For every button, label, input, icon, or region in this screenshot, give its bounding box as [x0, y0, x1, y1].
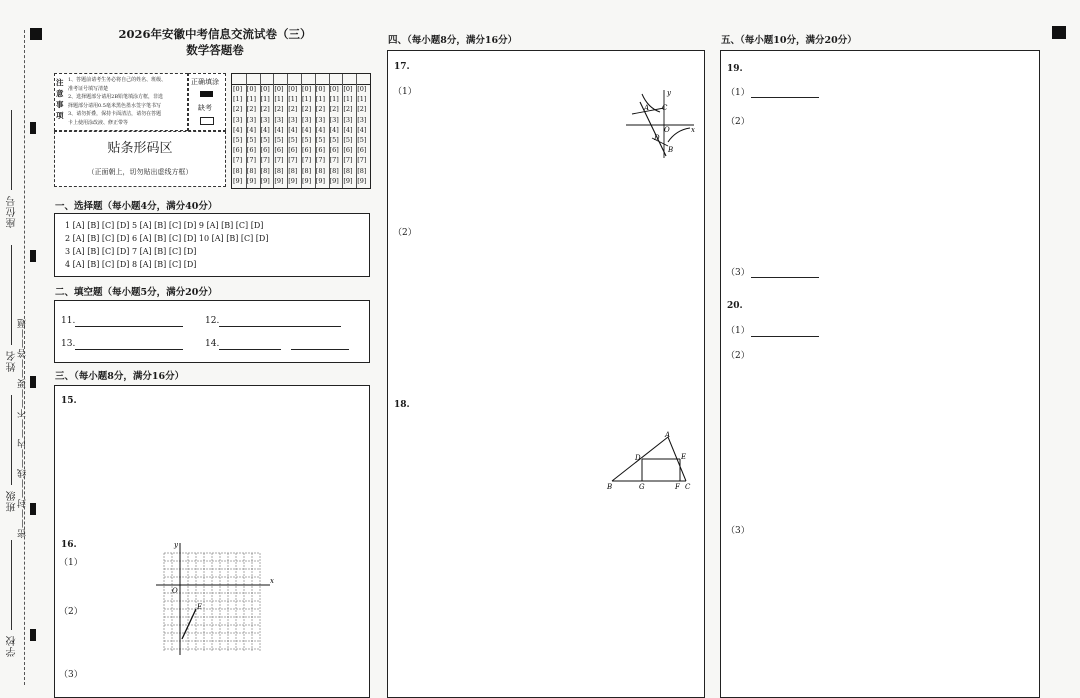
fill-blank-box — [54, 300, 370, 363]
q16-part3: （3） — [59, 670, 83, 680]
digit-bubble[interactable]: [0] — [315, 85, 326, 93]
q16-label: 16. — [61, 540, 77, 550]
digit-bubble[interactable]: [6] — [246, 146, 257, 155]
q19-part3-line[interactable] — [751, 277, 819, 278]
digit-bubble[interactable]: [4] — [315, 125, 326, 134]
fig17-y: y — [667, 89, 671, 97]
digit-bubble[interactable]: [1] — [357, 95, 367, 104]
digit-bubble[interactable]: [2] — [343, 105, 353, 114]
digit-bubble[interactable]: [2] — [329, 105, 339, 114]
seat-label: 座位号 — [7, 195, 18, 228]
digit-bubble[interactable]: [6] — [329, 146, 339, 155]
q12-label: 12. — [205, 316, 220, 326]
digit-bubble[interactable]: [4] — [246, 125, 257, 134]
exam-subtitle: 数学答题卷 — [186, 43, 244, 57]
notice-line: 卡上使用涂改液、修正带等 — [68, 119, 129, 126]
digit-bubble[interactable]: [9] — [233, 176, 243, 185]
choice-box — [54, 213, 370, 277]
barcode-label: 贴条形码区 — [107, 141, 173, 156]
q17-label: 17. — [394, 62, 410, 72]
notice-line: 1、答题前请考生务必将自己的姓名、班级、 — [68, 77, 167, 83]
digit-bubble[interactable]: [9] — [274, 176, 284, 185]
side-marker — [30, 629, 36, 641]
q19-part2: （2） — [726, 117, 750, 127]
fig17-x: x — [691, 126, 695, 134]
digit-bubble[interactable]: [1] — [260, 95, 270, 104]
digit-bubble[interactable]: [0] — [274, 85, 284, 93]
section2-heading: 二、填空题（每小题5分，满分20分） — [55, 287, 218, 298]
school-label: 学校 — [7, 635, 18, 657]
digit-bubble[interactable]: [3] — [260, 115, 270, 124]
digit-bubble[interactable]: [7] — [343, 156, 353, 165]
digit-bubble[interactable]: [0] — [246, 85, 257, 93]
digit-bubble[interactable]: [8] — [274, 166, 284, 175]
digit-bubble[interactable]: [3] — [357, 115, 367, 124]
digit-bubble[interactable]: [1] — [315, 95, 326, 104]
q18-label: 18. — [394, 400, 410, 410]
q20-part1-line[interactable] — [751, 336, 819, 337]
q19-box[interactable] — [720, 50, 1040, 292]
exam-number-column — [315, 74, 330, 188]
seat-field[interactable] — [11, 110, 12, 190]
q18-box[interactable] — [387, 385, 705, 698]
digit-bubble[interactable]: [0] — [329, 85, 339, 93]
exam-number-column — [329, 74, 344, 188]
fig18-e: E — [681, 453, 687, 461]
barcode-area — [54, 131, 226, 187]
q20-part2: （2） — [726, 351, 750, 361]
q15-box[interactable] — [54, 385, 370, 529]
q15-label: 15. — [61, 396, 77, 406]
choice-row[interactable]: 4 [A] [B] [C] [D] 8 [A] [B] [C] [D] — [65, 260, 197, 269]
exam-number-grid[interactable] — [231, 73, 371, 189]
absent-checkbox[interactable] — [200, 117, 214, 125]
section4-heading: 四、（每小题8分，满分16分） — [388, 35, 518, 46]
digit-bubble[interactable]: [4] — [302, 125, 312, 134]
digit-bubble[interactable]: [5] — [274, 136, 284, 144]
digit-bubble[interactable]: [3] — [246, 115, 257, 124]
digit-bubble[interactable]: [5] — [233, 136, 243, 144]
digit-bubble[interactable]: [0] — [357, 85, 367, 93]
exam-number-column — [232, 74, 247, 188]
name-field[interactable] — [11, 245, 12, 345]
class-label: 班级 — [7, 490, 18, 512]
digit-bubble[interactable]: [9] — [246, 176, 257, 185]
digit-bubble[interactable]: [5] — [246, 136, 257, 144]
digit-bubble[interactable]: [2] — [302, 105, 312, 114]
digit-bubble[interactable]: [9] — [302, 176, 312, 185]
corner-marker — [30, 28, 42, 40]
digit-bubble[interactable]: [8] — [343, 166, 353, 175]
digit-bubble[interactable]: [8] — [260, 166, 270, 175]
fig18-c: C — [685, 483, 691, 491]
digit-bubble[interactable]: [6] — [274, 146, 284, 155]
notice-label: 注意事项 — [56, 78, 64, 120]
choice-row[interactable]: 3 [A] [B] [C] [D] 7 [A] [B] [C] [D] — [65, 247, 197, 256]
digit-bubble[interactable]: [6] — [343, 146, 353, 155]
digit-bubble[interactable]: [9] — [329, 176, 339, 185]
digit-bubble[interactable]: [6] — [288, 146, 298, 155]
exam-number-column — [287, 74, 302, 188]
digit-bubble[interactable]: [8] — [357, 166, 367, 175]
q14-answer-line-1[interactable] — [219, 349, 281, 350]
digit-bubble[interactable]: [9] — [357, 176, 367, 185]
section3-heading: 三、（每小题8分，满分16分） — [55, 371, 185, 382]
fig17-d: D — [654, 134, 660, 142]
digit-bubble[interactable]: [0] — [260, 85, 270, 93]
fill-legend — [188, 73, 226, 131]
digit-bubble[interactable]: [3] — [233, 115, 243, 124]
digit-bubble[interactable]: [2] — [315, 105, 326, 114]
digit-bubble[interactable]: [6] — [357, 146, 367, 155]
q19-part3: （3） — [726, 268, 750, 278]
correct-fill-sample — [200, 91, 213, 97]
q20-box[interactable] — [720, 290, 1040, 698]
digit-bubble[interactable]: [9] — [343, 176, 353, 185]
digit-bubble[interactable]: [3] — [288, 115, 298, 124]
digit-bubble[interactable]: [8] — [233, 166, 243, 175]
q17-part2: （2） — [393, 228, 417, 238]
digit-bubble[interactable]: [4] — [260, 125, 270, 134]
digit-bubble[interactable]: [5] — [260, 136, 270, 144]
q13-answer-line[interactable] — [75, 349, 183, 350]
q17-part1: （1） — [393, 87, 417, 97]
digit-bubble[interactable]: [6] — [315, 146, 326, 155]
notice-line: 3、请勿折叠，保持卡面清洁，请勿在答题 — [68, 111, 162, 117]
digit-bubble[interactable]: [1] — [329, 95, 339, 104]
q17-box[interactable] — [387, 50, 705, 387]
digit-bubble[interactable]: [3] — [315, 115, 326, 124]
digit-bubble[interactable]: [2] — [274, 105, 284, 114]
digit-bubble[interactable]: [0] — [302, 85, 312, 93]
notice-line: 2、选择题部分请用2B铅笔填涂方框，非选 — [68, 94, 164, 100]
digit-bubble[interactable]: [7] — [246, 156, 257, 165]
choice-row[interactable]: 2 [A] [B] [C] [D] 6 [A] [B] [C] [D] 10 [A] [B] [C] [D] — [65, 234, 269, 243]
digit-bubble[interactable]: [6] — [233, 146, 243, 155]
q20-part3: （3） — [726, 526, 750, 536]
digit-bubble[interactable]: [7] — [302, 156, 312, 165]
digit-bubble[interactable]: [9] — [260, 176, 270, 185]
digit-bubble[interactable]: [8] — [246, 166, 257, 175]
digit-bubble[interactable]: [1] — [246, 95, 257, 104]
digit-bubble[interactable]: [6] — [302, 146, 312, 155]
section5-heading: 五、（每小题10分，满分20分） — [721, 35, 857, 46]
digit-bubble[interactable]: [9] — [288, 176, 298, 185]
fig17-c: C — [662, 104, 668, 112]
q16-box[interactable] — [54, 527, 370, 698]
digit-bubble[interactable]: [3] — [329, 115, 339, 124]
exam-number-column — [273, 74, 288, 188]
corner-marker — [1052, 26, 1066, 39]
q17-figure — [624, 86, 698, 164]
q19-part1-line[interactable] — [751, 97, 819, 98]
section1-heading: 一、选择题（每小题4分，满分40分） — [55, 201, 218, 212]
exam-number-column — [246, 74, 261, 188]
digit-bubble[interactable]: [0] — [288, 85, 298, 93]
exam-number-column — [301, 74, 316, 188]
fig16-x: x — [270, 577, 274, 585]
q18-figure — [606, 431, 696, 493]
digit-bubble[interactable]: [5] — [302, 136, 312, 144]
fig18-f: F — [675, 483, 680, 491]
q20-part1: （1） — [726, 326, 750, 336]
digit-bubble[interactable]: [4] — [233, 125, 243, 134]
digit-bubble[interactable]: [4] — [357, 125, 367, 134]
digit-bubble[interactable]: [4] — [274, 125, 284, 134]
fig17-a: A — [644, 104, 650, 112]
fig18-a: A — [665, 431, 671, 439]
digit-bubble[interactable]: [5] — [288, 136, 298, 144]
fig16-o: O — [172, 587, 178, 595]
side-marker — [30, 250, 36, 262]
digit-bubble[interactable]: [0] — [233, 85, 243, 93]
digit-bubble[interactable]: [9] — [315, 176, 326, 185]
digit-bubble[interactable]: [7] — [274, 156, 284, 165]
seal-text: 密——封——线——内——不——要——答——题 — [18, 318, 28, 538]
digit-bubble[interactable]: [2] — [233, 105, 243, 114]
q11-label: 11. — [61, 316, 76, 326]
exam-number-column — [260, 74, 275, 188]
correct-fill-label: 正确填涂 — [191, 78, 219, 86]
side-marker — [30, 503, 36, 515]
fig18-b: B — [607, 483, 613, 491]
q13-label: 13. — [61, 339, 76, 349]
digit-bubble[interactable]: [8] — [288, 166, 298, 175]
q11-answer-line[interactable] — [75, 326, 183, 327]
digit-bubble[interactable]: [1] — [233, 95, 243, 104]
digit-bubble[interactable]: [2] — [246, 105, 257, 114]
digit-bubble[interactable]: [3] — [343, 115, 353, 124]
fig18-g: G — [639, 483, 645, 491]
side-marker — [30, 122, 36, 134]
digit-bubble[interactable]: [2] — [260, 105, 270, 114]
digit-bubble[interactable]: [7] — [260, 156, 270, 165]
q16-grid-figure — [150, 539, 280, 657]
digit-bubble[interactable]: [5] — [329, 136, 339, 144]
absent-label: 缺考 — [198, 104, 212, 112]
digit-bubble[interactable]: [1] — [343, 95, 353, 104]
digit-bubble[interactable]: [5] — [357, 136, 367, 144]
class-field[interactable] — [11, 395, 12, 485]
digit-bubble[interactable]: [7] — [329, 156, 339, 165]
digit-bubble[interactable]: [1] — [302, 95, 312, 104]
digit-bubble[interactable]: [4] — [329, 125, 339, 134]
name-label: 姓名 — [7, 350, 18, 372]
barcode-hint: （正面朝上，切勿贴出虚线方框） — [87, 168, 193, 176]
q16-part1: （1） — [59, 558, 83, 568]
fig16-e: E — [197, 603, 203, 611]
digit-bubble[interactable]: [1] — [288, 95, 298, 104]
notice-line: 准考证号填写清楚 — [68, 85, 109, 92]
digit-bubble[interactable]: [8] — [302, 166, 312, 175]
digit-bubble[interactable]: [7] — [288, 156, 298, 165]
fig18-d: D — [635, 454, 641, 462]
digit-bubble[interactable]: [0] — [343, 85, 353, 93]
digit-bubble[interactable]: [8] — [315, 166, 326, 175]
notice-line: 择题部分请用0.5毫米黑色墨水签字笔书写 — [68, 102, 161, 109]
digit-bubble[interactable]: [3] — [302, 115, 312, 124]
school-field[interactable] — [11, 540, 12, 630]
exam-number-column — [356, 74, 370, 188]
digit-bubble[interactable]: [6] — [260, 146, 270, 155]
q19-label: 19. — [727, 64, 743, 74]
digit-bubble[interactable]: [7] — [315, 156, 326, 165]
q14-label: 14. — [205, 339, 220, 349]
digit-bubble[interactable]: [2] — [357, 105, 367, 114]
fig16-y: y — [174, 541, 178, 549]
digit-bubble[interactable]: [4] — [288, 125, 298, 134]
q12-answer-line[interactable] — [219, 326, 341, 327]
q14-answer-line-2[interactable] — [291, 349, 349, 350]
digit-bubble[interactable]: [7] — [357, 156, 367, 165]
fig17-o: O — [664, 126, 670, 134]
digit-bubble[interactable]: [3] — [274, 115, 284, 124]
choice-row[interactable]: 1 [A] [B] [C] [D] 5 [A] [B] [C] [D] 9 [A] [B] [C] [D] — [65, 221, 264, 230]
digit-bubble[interactable]: [4] — [343, 125, 353, 134]
q19-part1: （1） — [726, 88, 750, 98]
digit-bubble[interactable]: [5] — [315, 136, 326, 144]
exam-number-column — [342, 74, 357, 188]
digit-bubble[interactable]: [8] — [329, 166, 339, 175]
digit-bubble[interactable]: [5] — [343, 136, 353, 144]
digit-bubble[interactable]: [7] — [233, 156, 243, 165]
fig17-b: B — [668, 146, 674, 154]
q16-part2: （2） — [59, 607, 83, 617]
q20-label: 20. — [727, 301, 743, 311]
side-marker — [30, 376, 36, 388]
digit-bubble[interactable]: [1] — [274, 95, 284, 104]
exam-title: 2026年安徽中考信息交流试卷（三） — [118, 27, 312, 41]
digit-bubble[interactable]: [2] — [288, 105, 298, 114]
notice-box — [54, 73, 188, 131]
